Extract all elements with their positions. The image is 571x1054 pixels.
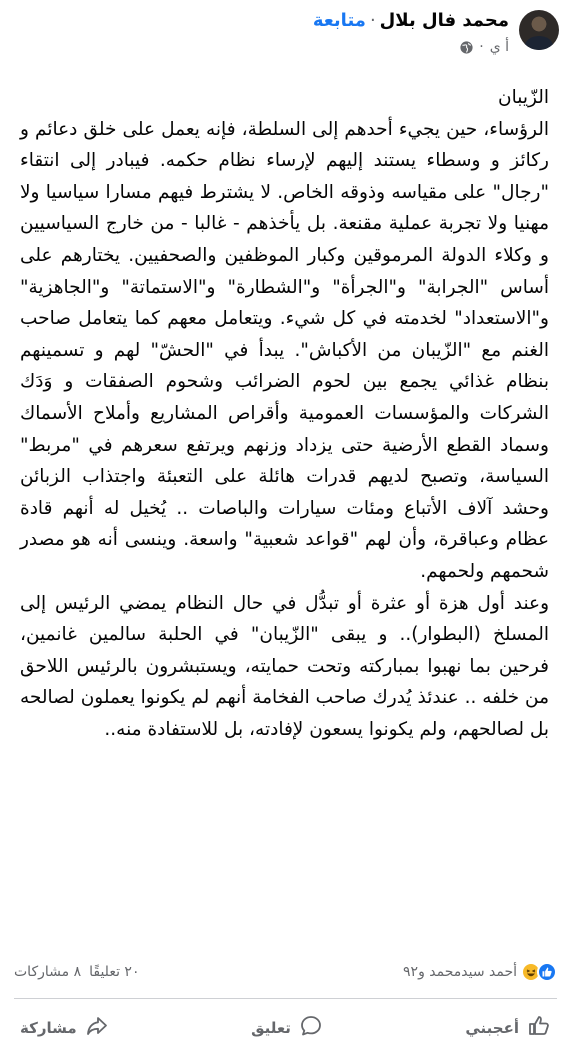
header-text — [313, 6, 509, 55]
reaction-icons — [521, 962, 557, 982]
separator-dot: · — [369, 10, 376, 31]
share-icon — [85, 1014, 109, 1042]
author-avatar[interactable] — [519, 10, 559, 50]
post-actions — [20, 1008, 551, 1048]
share-label: مشاركة — [20, 1019, 77, 1037]
shares-count[interactable]: ٨ مشاركات — [14, 964, 82, 980]
comment-icon — [299, 1014, 323, 1042]
reactions-summary[interactable] — [403, 962, 557, 982]
post-timestamp[interactable]: أ ي — [489, 39, 509, 55]
reactor-name: أحمد سيدمحمد و٩٢ — [403, 964, 517, 980]
like-button[interactable] — [465, 1014, 551, 1042]
comment-label: تعليق — [251, 1019, 291, 1037]
post-header — [12, 6, 559, 76]
post-body-text: الزّيبان الرؤساء، حين يجيء أحدهم إلى السلطة، فإنه يعمل على خلق دعائم و ركائز و وسطاء يستند إليهم لإرساء نظام حكمه. فيبادر إلى انتقاء "رجال" على مقياسه وذوقه الخاص. لا يشترط فيهم مسارا سياسيا ولا مهنيا ولا تجربة عملية مقنعة. بل يأخذهم - غالبا - من خارج السياسيين و وكلاء الدولة المرموقين وكبار الموظفين والصحفيين. يختارهم على أساس "الجرابة" و"الجرأة" و"الشطارة" و"الاستماتة" و"الجاهزية" و"الاستعداد" لخدمته في كل شيء. ويتعامل معهم كما يتعامل صاحب الغنم مع "الزّيبان من الأكباش". يبدأ في "الحشّ" لهم و تسمينهم بنظام غذائي يجمع بين لحوم الضرائب وشحوم الصفقات و وَدَك الشركات والمؤسسات العمومية وأقراص المشاريع وأملاح الأسماك وسماد القطع الأرضية حتى يزداد وزنهم ويرتفع سعرهم في "مربط" السياسة، وتصبح لديهم قدرات هائلة على التعبئة واجتذاب الزبائن وحشد آلاف الأتباع ومئات سيارات والباصات .. يُخيل له أنهم قادة عظام وعباقرة، وأن لهم "قواعد شعبية" واسعة. وينسى أنه هو مصدر شحمهم ولحمهم. وعند أول هزة أو عثرة أو تبدُّل في حال النظام يمضي الرئيس إلى المسلخ (البطوار).. و يبقى "الزّيبان" في الحلبة سالمين غانمين، فرحين بما نهبوا بمباركته وتحت حمايته، ويستبشرون بالرئيس اللاحق من خلفه .. عندئذ يُدرك صاحب الفخامة أنهم لم يكونوا يعملون لصالحه بل لصالحهم، ولم يكونوا يسعون لإفادته، بل للاستفادة منه.. — [20, 87, 549, 740]
like-icon — [527, 1014, 551, 1042]
comment-button[interactable] — [251, 1014, 323, 1042]
like-reaction-icon — [537, 962, 557, 982]
engagement-counts — [14, 964, 139, 980]
post-stats — [14, 958, 557, 986]
share-button[interactable] — [20, 1014, 109, 1042]
author-name[interactable]: محمد فال بلال — [379, 10, 509, 31]
actions-divider — [14, 998, 557, 999]
comments-count[interactable]: ٢٠ تعليقًا — [89, 964, 140, 980]
like-label: أعجبني — [465, 1019, 519, 1037]
globe-icon — [460, 41, 473, 54]
name-row — [313, 10, 509, 31]
follow-button[interactable]: متابعة — [312, 10, 366, 31]
post-meta — [313, 39, 509, 55]
separator-dot: · — [479, 39, 484, 55]
